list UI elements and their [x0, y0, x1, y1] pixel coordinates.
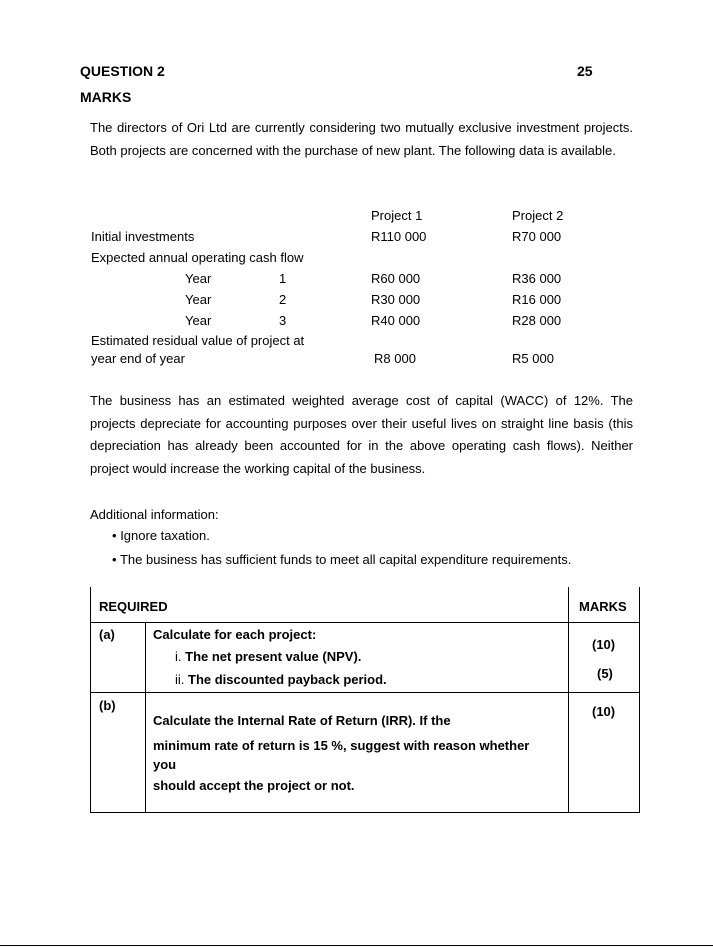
initial-investments-p1: R110 000	[371, 229, 427, 244]
bullet-icon: •	[112, 552, 117, 567]
initial-investments-p2: R70 000	[512, 229, 562, 244]
table-divider-label	[145, 622, 146, 813]
year-p1-value: R30 000	[371, 292, 421, 307]
bullet-item	[112, 552, 571, 567]
year-p2-value: R16 000	[512, 292, 562, 307]
marks-label: MARKS	[80, 89, 132, 105]
table-row-rule	[90, 692, 640, 693]
marks-header: MARKS	[579, 599, 627, 614]
col-header-project-1: Project 1	[371, 208, 423, 223]
table-border-right	[639, 587, 640, 813]
item-text: The discounted payback period.	[188, 672, 387, 687]
year-number: 2	[279, 292, 287, 307]
bullet-icon: •	[112, 528, 117, 543]
year-number: 3	[279, 313, 287, 328]
initial-investments-label: Initial investments	[91, 229, 195, 244]
part-b-label: (b)	[99, 698, 116, 713]
item-number: ii.	[175, 672, 185, 687]
question-title: QUESTION 2	[80, 63, 165, 79]
part-b-line1: Calculate the Internal Rate of Return (IRR). If the	[153, 713, 451, 728]
marks-npv: (10)	[592, 637, 616, 652]
residual-label-line2: year end of year	[91, 351, 185, 366]
table-divider-marks	[568, 587, 569, 813]
table-border-bottom	[90, 812, 640, 813]
part-b-line4: should accept the project or not.	[153, 778, 355, 793]
required-header: REQUIRED	[99, 599, 168, 614]
part-b-line2: minimum rate of return is 15 %, suggest with reason whether	[153, 738, 530, 753]
item-number: i.	[175, 649, 182, 664]
part-b-line3: you	[153, 757, 177, 772]
residual-p1: R8 000	[374, 351, 416, 366]
intro-paragraph: The directors of Ori Ltd are currently considering two mutually exclusive investment projects. Both projects are concerned with the purchase of new plant. The following data is available.	[90, 120, 633, 158]
item-text: The net present value (NPV).	[185, 649, 362, 664]
year-p1-value: R60 000	[371, 271, 421, 286]
year-number: 1	[279, 271, 287, 286]
bullet-text: Ignore taxation.	[120, 528, 210, 543]
residual-label-line1: Estimated residual value of project at	[91, 333, 305, 348]
marks-payback: (5)	[597, 666, 613, 681]
table-border-left	[90, 587, 91, 813]
year-p2-value: R36 000	[512, 271, 562, 286]
table-header-rule	[90, 622, 640, 623]
part-a-item	[175, 649, 361, 664]
marks-irr: (10)	[592, 704, 616, 719]
part-a-label: (a)	[99, 627, 115, 642]
marks-value: 25	[577, 63, 593, 79]
wacc-paragraph: The business has an estimated weighted average cost of capital (WACC) of 12%. The projects depreciate for accounting purposes over their useful lives on straight line basis (this depreciation has already been accounted for in the above operating cash flows). Neither project would increase the working capital of the business.	[90, 393, 633, 476]
part-a-item	[175, 672, 387, 687]
part-a-intro: Calculate for each project:	[153, 627, 317, 642]
bullet-item	[112, 528, 210, 543]
year-label: Year	[185, 313, 212, 328]
additional-info-title: Additional information:	[90, 507, 219, 522]
year-p2-value: R28 000	[512, 313, 562, 328]
year-label: Year	[185, 271, 212, 286]
bullet-text: The business has sufficient funds to meet all capital expenditure requirements.	[119, 552, 572, 567]
year-label: Year	[185, 292, 212, 307]
residual-p2: R5 000	[512, 351, 554, 366]
year-p1-value: R40 000	[371, 313, 421, 328]
cash-flow-label: Expected annual operating cash flow	[91, 250, 304, 265]
page-bottom-rule	[0, 945, 713, 946]
col-header-project-2: Project 2	[512, 208, 564, 223]
